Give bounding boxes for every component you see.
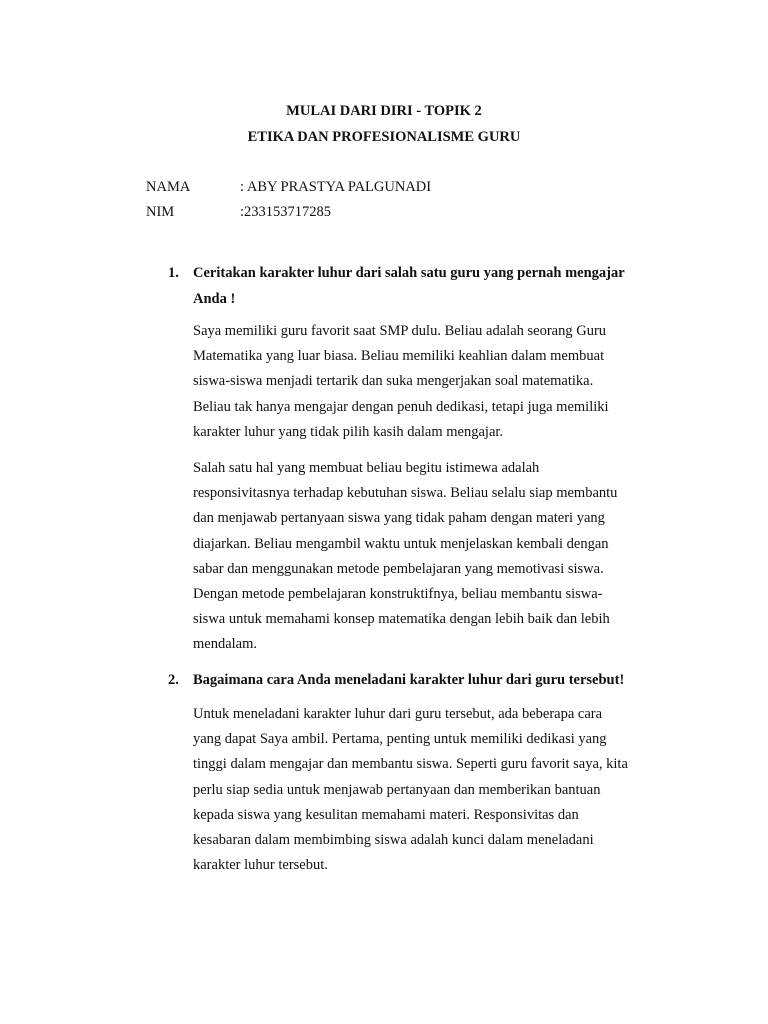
question-text-line: Ceritakan karakter luhur dari salah satu guru yang pernah mengajar — [193, 265, 625, 281]
question-number: 1. — [168, 265, 179, 281]
paragraph-line: Saya memiliki guru favorit saat SMP dulu. Beliau adalah seorang Guru — [193, 323, 607, 339]
question-1 — [160, 261, 660, 312]
paragraph-line: Untuk meneladani karakter luhur dari guru tersebut, ada beberapa cara — [193, 706, 603, 722]
paragraph-line: Salah satu hal yang membuat beliau begitu istimewa adalah — [193, 460, 540, 476]
name-label: NAMA — [146, 179, 191, 195]
paragraph-line: Matematika yang luar biasa. Beliau memiliki keahlian dalam membuat — [193, 348, 605, 365]
paragraph-line: kesabaran dalam membimbing siswa adalah kunci dalam meneladani — [193, 832, 594, 849]
name-value: : ABY PRASTYA PALGUNADI — [240, 179, 432, 195]
nim-value: :233153717285 — [240, 204, 332, 220]
paragraph-line: perlu siap sedia untuk menjawab pertanyaan dan memberikan bantuan — [193, 781, 601, 798]
question-number: 2. — [168, 672, 179, 688]
paragraph-line: sabar dan menggunakan metode pembelajaran yang memotivasi siswa. — [193, 560, 604, 577]
paragraph-line: siswa untuk memahami konsep matematika dengan lebih baik dan lebih — [193, 611, 610, 628]
paragraph-line: diajarkan. Beliau mengambil waktu untuk menjelaskan kembali dengan — [193, 535, 609, 552]
paragraph-line: kepada siswa yang kesulitan memahami materi. Responsivitas dan — [193, 806, 579, 823]
paragraph-line: mendalam. — [193, 636, 258, 653]
paragraph-line: Dengan metode pembelajaran konstruktifnya, beliau membantu siswa- — [193, 586, 603, 603]
question-text-line: Anda ! — [193, 290, 236, 307]
nim-label: NIM — [146, 204, 175, 220]
answer-paragraph — [193, 702, 663, 878]
nim-row — [146, 203, 331, 221]
answer-paragraph — [193, 456, 663, 658]
paragraph-line: tinggi dalam mengajar dan membantu siswa. Seperti guru favorit saya, kita — [193, 756, 628, 773]
paragraph-line: dan menjawab pertanyaan siswa yang tidak paham dengan materi yang — [193, 510, 605, 527]
paragraph-line: karakter luhur yang tidak pilih kasih dalam mengajar. — [193, 423, 504, 440]
question-2 — [160, 668, 660, 694]
paragraph-line: Beliau tak hanya mengajar dengan penuh dedikasi, tetapi juga memiliki — [193, 398, 609, 415]
paragraph-line: yang dapat Saya ambil. Pertama, penting untuk memiliki dedikasi yang — [193, 731, 607, 748]
document-title: MULAI DARI DIRI - TOPIK 2 — [286, 103, 482, 119]
name-row — [146, 178, 431, 196]
question-text-line: Bagaimana cara Anda meneladani karakter luhur dari guru tersebut! — [193, 672, 625, 688]
paragraph-line: responsivitasnya terhadap kebutuhan siswa. Beliau selalu siap membantu — [193, 485, 618, 502]
answer-paragraph — [193, 319, 663, 445]
paragraph-line: siswa-siswa menjadi tertarik dan suka mengerjakan soal matematika. — [193, 373, 594, 390]
paragraph-line: karakter luhur tersebut. — [193, 857, 328, 874]
document-subtitle: ETIKA DAN PROFESIONALISME GURU — [247, 129, 521, 145]
